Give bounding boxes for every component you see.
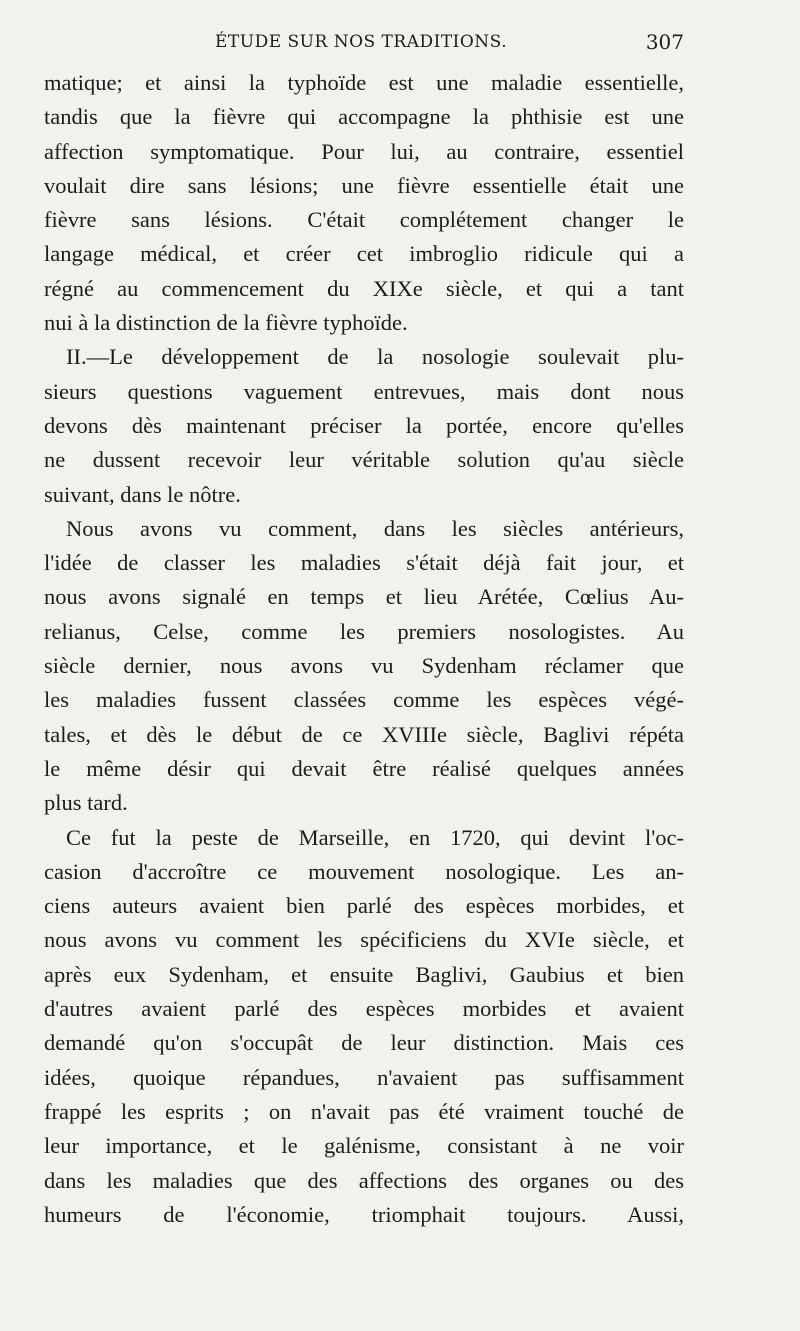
text-line: demandé qu'on s'occupât de leur distinction. Mais ces [44, 1030, 684, 1056]
text-line: nui à la distinction de la fièvre typhoïde. [44, 310, 408, 336]
text-line: sieurs questions vaguement entrevues, mais dont nous [44, 378, 684, 404]
text-line: suivant, dans le nôtre. [44, 481, 241, 507]
text-line: fièvre sans lésions. C'était complétement changer le [44, 207, 684, 233]
text-line: ne dussent recevoir leur véritable solution qu'au siècle [44, 447, 684, 473]
text-line: le même désir qui devait être réalisé quelques années [44, 755, 684, 781]
text-line: l'idée de classer les maladies s'était déjà fait jour, et [44, 550, 684, 576]
text-line: nous avons signalé en temps et lieu Arétée, Cœlius Au- [44, 584, 684, 610]
text-line: nous avons vu comment les spécificiens du XVIe siècle, et [44, 927, 684, 953]
text-line: idées, quoique répandues, n'avaient pas suffisamment [44, 1064, 684, 1090]
page-number: 307 [645, 30, 684, 54]
text-line: d'autres avaient parlé des espèces morbides et avaient [44, 996, 684, 1022]
text-line: après eux Sydenham, et ensuite Baglivi, Gaubius et bien [44, 961, 684, 987]
body-text [44, 66, 684, 1232]
text-line: matique; et ainsi la typhoïde est une maladie essentielle, [44, 70, 684, 95]
text-line: affection symptomatique. Pour lui, au contraire, essentiel [44, 138, 684, 164]
text-line: voulait dire sans lésions; une fièvre essentielle était une [44, 172, 684, 198]
text-line: les maladies fussent classées comme les espèces végé- [44, 687, 684, 713]
text-line: tales, et dès le début de ce XVIIIe siècle, Baglivi répéta [44, 721, 684, 747]
text-line: II.—Le développement de la nosologie soulevait plu- [66, 344, 684, 370]
text-line: frappé les esprits ; on n'avait pas été vraiment touché de [44, 1098, 684, 1124]
running-title: ÉTUDE SUR NOS TRADITIONS. [215, 32, 508, 52]
text-line: humeurs de l'économie, triomphait toujours. Aussi, [44, 1201, 684, 1227]
text-line: tandis que la fièvre qui accompagne la phthisie est une [44, 104, 684, 130]
text-line: leur importance, et le galénisme, consistant à ne voir [44, 1133, 684, 1159]
text-line: ciens auteurs avaient bien parlé des espèces morbides, et [44, 893, 684, 919]
text-line: relianus, Celse, comme les premiers nosologistes. Au [44, 618, 684, 644]
text-line: casion d'accroître ce mouvement nosologique. Les an- [44, 858, 684, 884]
text-line: langage médical, et créer cet imbroglio ridicule qui a [44, 241, 684, 267]
text-line: Nous avons vu comment, dans les siècles antérieurs, [66, 515, 684, 541]
page-header [0, 28, 800, 58]
text-line: régné au commencement du XIXe siècle, et qui a tant [44, 275, 684, 301]
text-line: Ce fut la peste de Marseille, en 1720, qui devint l'oc- [66, 824, 684, 850]
text-line: dans les maladies que des affections des organes ou des [44, 1167, 684, 1193]
text-line: plus tard. [44, 790, 128, 816]
text-line: siècle dernier, nous avons vu Sydenham réclamer que [44, 653, 684, 679]
text-line: devons dès maintenant préciser la portée, encore qu'elles [44, 412, 684, 438]
